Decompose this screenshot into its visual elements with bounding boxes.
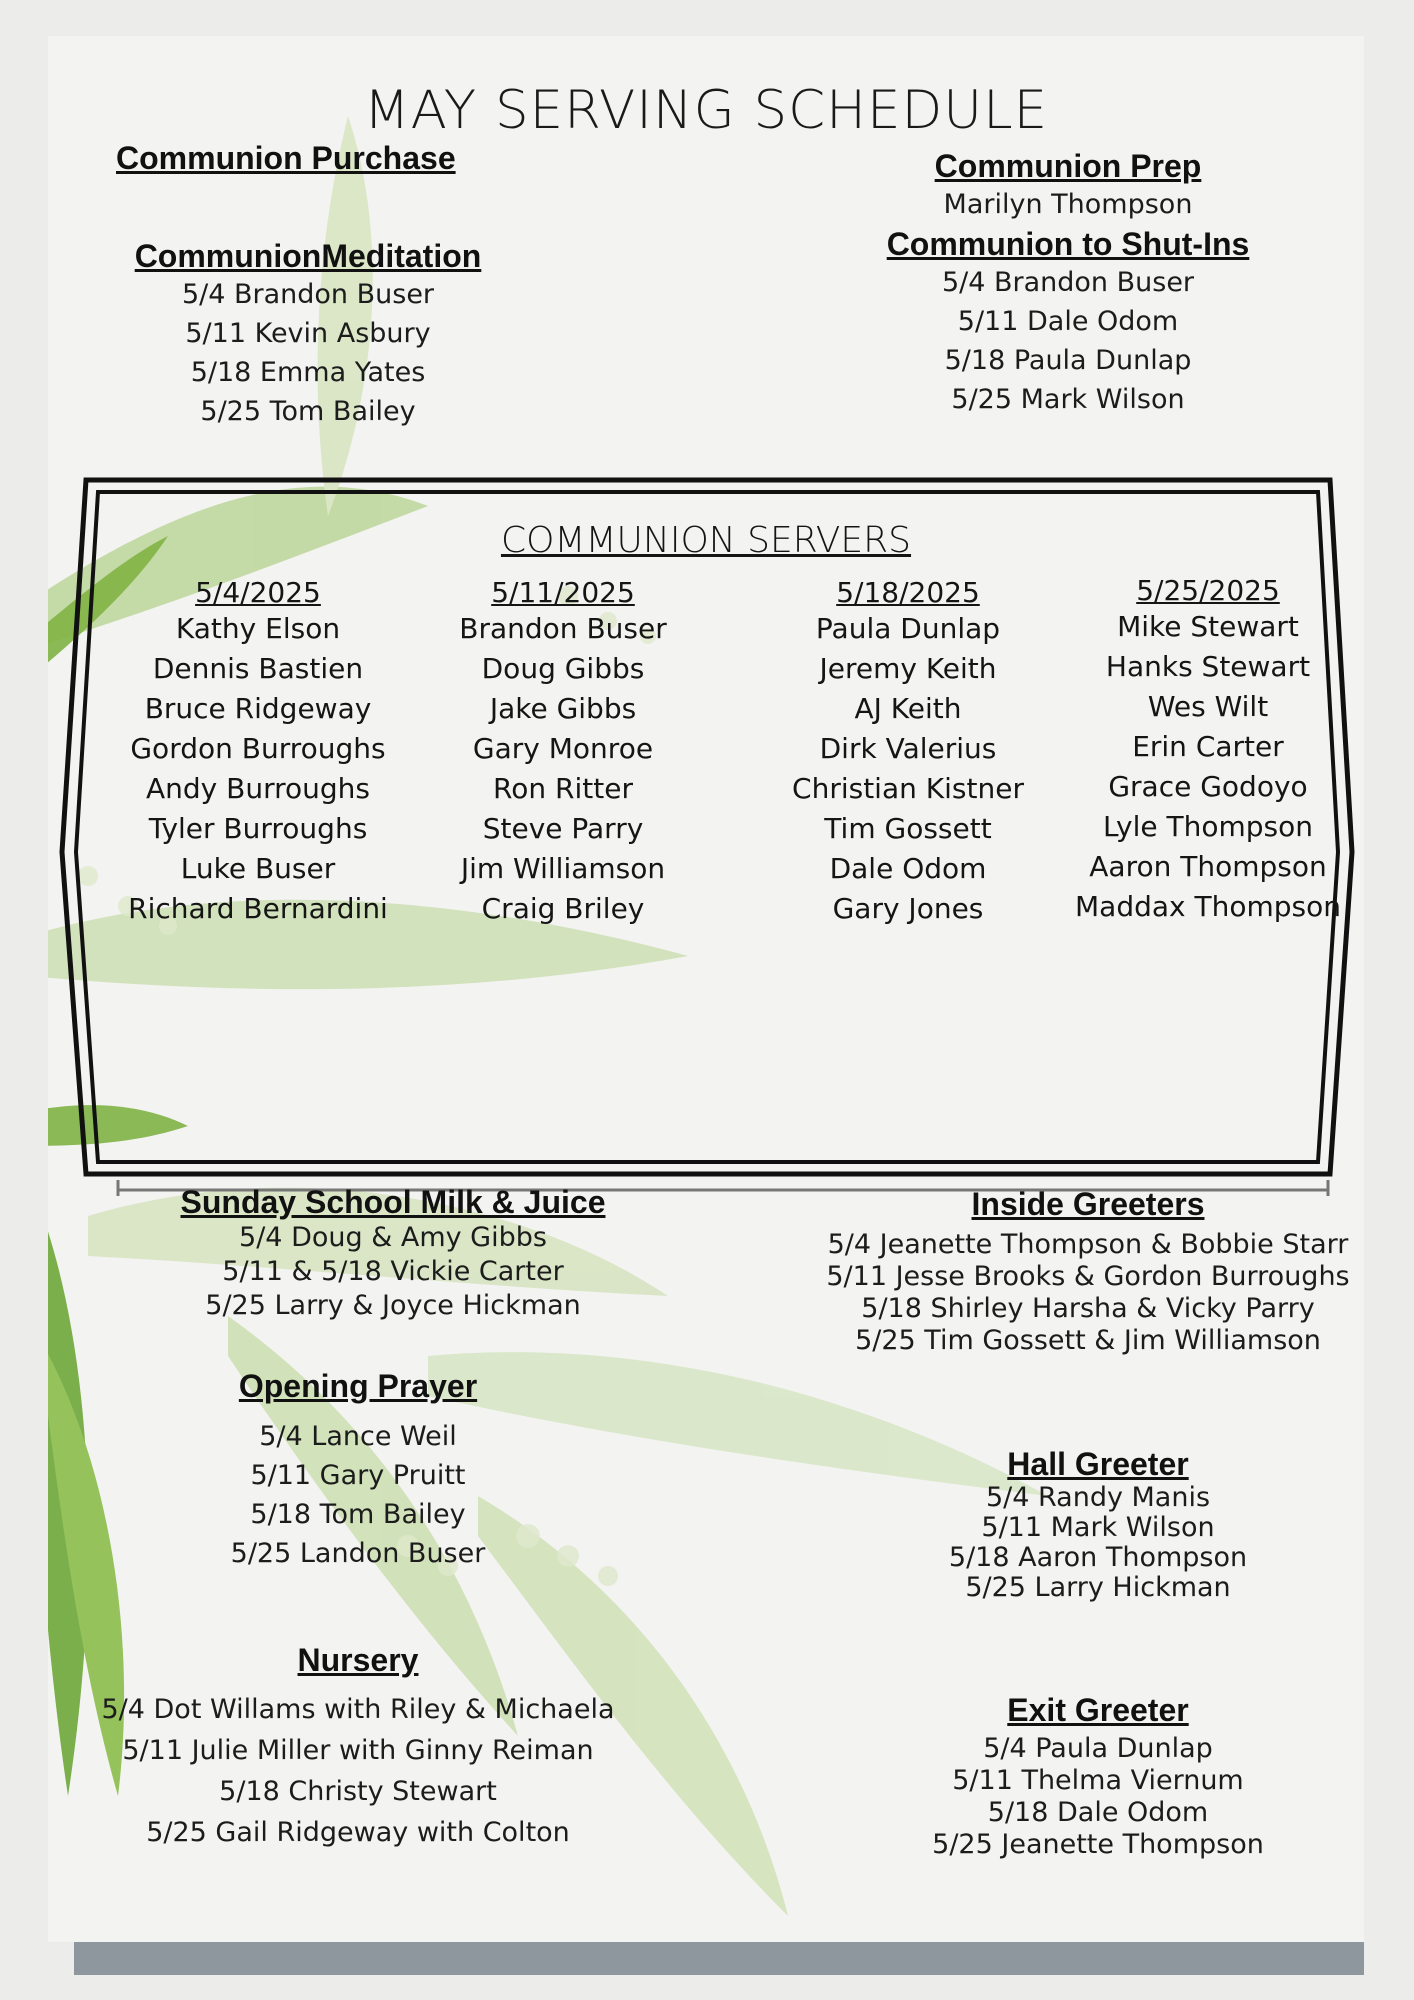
list-item: 5/4 Dot Willams with Riley & Michaela — [101, 1694, 615, 1725]
server-name: Dennis Bastien — [152, 652, 364, 685]
servers-column — [88, 576, 428, 929]
list-item: 5/18 Christy Stewart — [219, 1776, 497, 1807]
servers-date: 5/11/2025 — [491, 576, 635, 609]
server-name: Christian Kistner — [792, 772, 1024, 805]
list-item: 5/11 Dale Odom — [957, 306, 1179, 337]
list-item: 5/11 Gary Pruitt — [250, 1460, 466, 1491]
server-name: Gary Monroe — [472, 732, 654, 765]
server-name: AJ Keith — [854, 692, 962, 725]
server-name: Jeremy Keith — [819, 652, 997, 685]
list-item: 5/4 Jeanette Thompson & Bobbie Starr — [827, 1229, 1349, 1260]
list-item: 5/4 Brandon Buser — [181, 279, 435, 310]
server-name: Mike Stewart — [1117, 610, 1299, 643]
server-name: Maddax Thompson — [1075, 890, 1341, 923]
communion-shut-ins-heading: Communion to Shut-Ins — [886, 226, 1250, 262]
servers-date: 5/18/2025 — [836, 576, 980, 609]
server-name: Hanks Stewart — [1105, 650, 1311, 683]
list-item: 5/25 Gail Ridgeway with Colton — [146, 1817, 570, 1848]
inside-greeters-heading: Inside Greeters — [971, 1186, 1205, 1222]
server-name: Gary Jones — [832, 892, 984, 925]
communion-meditation-heading: CommunionMeditation — [134, 238, 482, 274]
server-name: Bruce Ridgeway — [144, 692, 372, 725]
server-name: Dirk Valerius — [819, 732, 997, 765]
servers-column — [738, 576, 1078, 929]
communion-meditation-section — [88, 238, 528, 431]
communion-prep-heading: Communion Prep — [934, 148, 1202, 184]
communion-servers-heading: COMMUNION SERVERS — [500, 520, 912, 561]
page-title: MAY SERVING SCHEDULE — [363, 80, 1049, 141]
server-name: Paula Dunlap — [815, 612, 1001, 645]
communion-prep-section — [788, 148, 1348, 224]
servers-date: 5/4/2025 — [195, 576, 321, 609]
list-item: 5/4 Paula Dunlap — [983, 1733, 1213, 1764]
list-item: 5/18 Emma Yates — [190, 357, 426, 388]
inside-greeters-section — [808, 1186, 1364, 1357]
list-item: 5/11 & 5/18 Vickie Carter — [222, 1256, 564, 1287]
sunday-school-section — [108, 1184, 678, 1323]
schedule-page — [48, 36, 1364, 1942]
server-name: Dale Odom — [829, 852, 987, 885]
list-item: 5/4 Randy Manis — [985, 1482, 1211, 1513]
server-name: Gordon Burroughs — [130, 732, 386, 765]
servers-column — [1038, 574, 1364, 927]
server-name: Richard Bernardini — [128, 892, 388, 925]
list-item: 5/11 Julie Miller with Ginny Reiman — [122, 1735, 594, 1766]
list-item: 5/11 Mark Wilson — [981, 1512, 1215, 1543]
server-name: Tyler Burroughs — [148, 812, 368, 845]
list-item: 5/25 Mark Wilson — [951, 384, 1185, 415]
list-item: 5/18 Aaron Thompson — [948, 1542, 1248, 1573]
server-name: Craig Briley — [481, 892, 645, 925]
list-item: 5/4 Doug & Amy Gibbs — [239, 1222, 547, 1253]
list-item: 5/25 Jeanette Thompson — [932, 1829, 1264, 1860]
server-name: Brandon Buser — [459, 612, 667, 645]
communion-purchase-heading: Communion Purchase — [116, 140, 456, 176]
hall-greeter-heading: Hall Greeter — [1007, 1446, 1189, 1482]
list-item: 5/11 Kevin Asbury — [185, 318, 431, 349]
server-name: Aaron Thompson — [1089, 850, 1327, 883]
server-name: Wes Wilt — [1147, 690, 1269, 723]
server-name: Luke Buser — [180, 852, 336, 885]
opening-prayer-section — [108, 1368, 608, 1573]
servers-date: 5/25/2025 — [1136, 574, 1280, 607]
hall-greeter-section — [848, 1446, 1348, 1603]
opening-prayer-heading: Opening Prayer — [238, 1368, 478, 1404]
server-name: Andy Burroughs — [146, 772, 370, 805]
list-item: 5/11 Thelma Viernum — [952, 1765, 1244, 1796]
communion-prep-name: Marilyn Thompson — [943, 189, 1193, 220]
servers-column — [393, 576, 733, 929]
server-name: Jim Williamson — [460, 852, 666, 885]
exit-greeter-heading: Exit Greeter — [1007, 1692, 1189, 1728]
nursery-heading: Nursery — [297, 1642, 419, 1678]
list-item: 5/25 Landon Buser — [230, 1538, 486, 1569]
list-item: 5/4 Lance Weil — [259, 1421, 457, 1452]
server-name: Erin Carter — [1132, 730, 1284, 763]
list-item: 5/11 Jesse Brooks & Gordon Burroughs — [826, 1261, 1350, 1292]
list-item: 5/18 Dale Odom — [987, 1797, 1209, 1828]
list-item: 5/18 Paula Dunlap — [944, 345, 1192, 376]
list-item: 5/18 Shirley Harsha & Vicky Parry — [861, 1293, 1315, 1324]
server-name: Doug Gibbs — [481, 652, 645, 685]
server-name: Kathy Elson — [175, 612, 341, 645]
list-item: 5/25 Larry Hickman — [965, 1572, 1231, 1603]
server-name: Grace Godoyo — [1108, 770, 1308, 803]
server-name: Ron Ritter — [493, 772, 633, 805]
communion-shut-ins-section — [788, 226, 1348, 419]
list-item: 5/25 Tim Gossett & Jim Williamson — [855, 1325, 1321, 1356]
server-name: Jake Gibbs — [489, 692, 637, 725]
server-name: Lyle Thompson — [1103, 810, 1313, 843]
list-item: 5/25 Larry & Joyce Hickman — [205, 1290, 581, 1321]
list-item: 5/4 Brandon Buser — [941, 267, 1195, 298]
list-item: 5/18 Tom Bailey — [250, 1499, 466, 1530]
sunday-school-heading: Sunday School Milk & Juice — [180, 1184, 606, 1220]
nursery-section — [68, 1642, 648, 1853]
server-name: Tim Gossett — [824, 812, 992, 845]
exit-greeter-section — [848, 1692, 1348, 1861]
server-name: Steve Parry — [482, 812, 644, 845]
list-item: 5/25 Tom Bailey — [200, 396, 416, 427]
